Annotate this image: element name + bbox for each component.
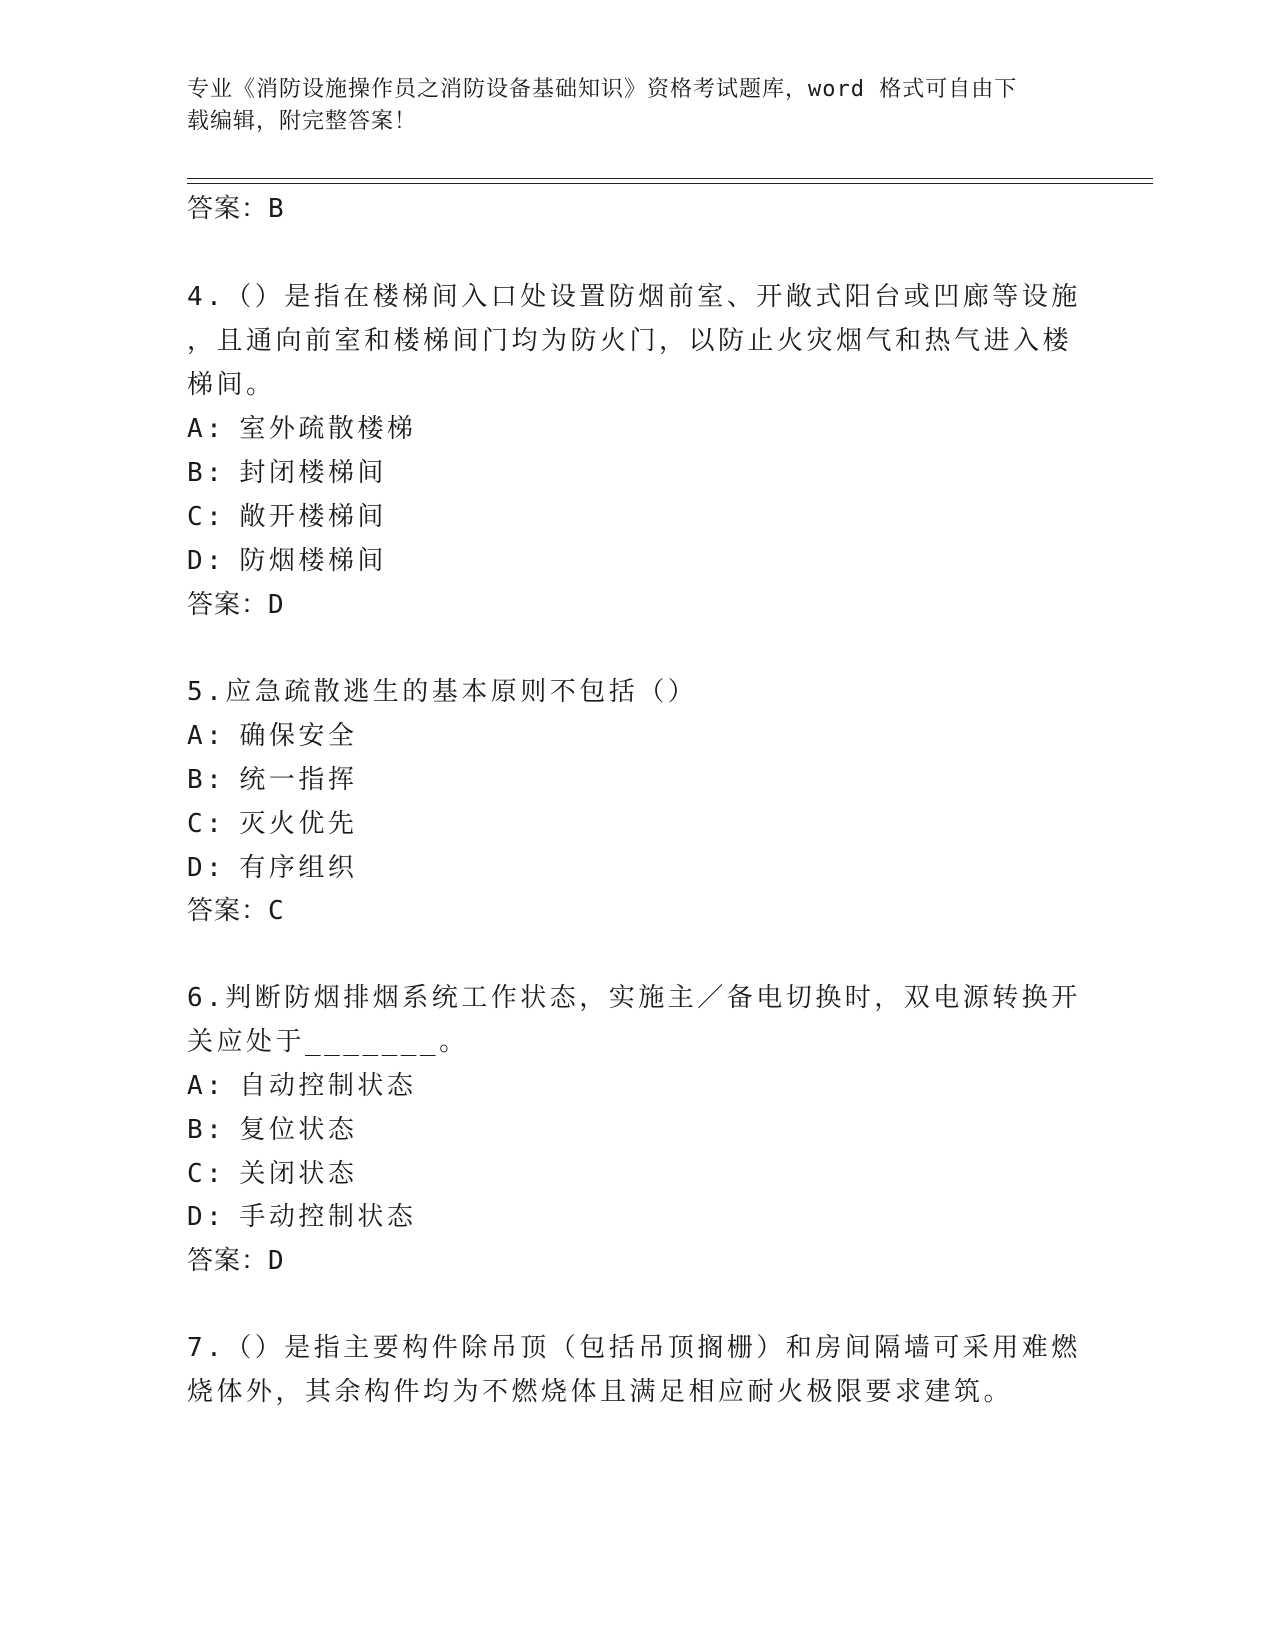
option-text: 防烟楼梯间: [239, 546, 387, 576]
option-text: 确保安全: [239, 721, 358, 751]
option-text: 统一指挥: [239, 765, 358, 795]
question-4-line-2: ，且通向前室和楼梯间门均为防火门，以防止火灾烟气和热气进入楼: [187, 326, 1073, 356]
option-text: 手动控制状态: [239, 1202, 417, 1232]
question-4-option-b: [187, 452, 387, 489]
option-text: 室外疏散楼梯: [239, 414, 417, 444]
option-text: 敞开楼梯间: [239, 502, 387, 532]
question-6-option-c: [187, 1153, 357, 1190]
question-5-option-c: [187, 803, 357, 840]
question-4-option-c: [187, 496, 387, 533]
option-letter: C:: [187, 809, 226, 839]
header-divider-top: [187, 178, 1153, 179]
question-7-line-2: 烧体外，其余构件均为不燃烧体且满足相应耐火极限要求建筑。: [187, 1377, 1014, 1407]
question-4-line-1: 4.（）是指在楼梯间入口处设置防烟前室、开敞式阳台或凹廊等设施: [187, 282, 1081, 312]
question-4-option-a: [187, 408, 416, 445]
question-5-line-1: 5.应急疏散逃生的基本原则不包括（）: [187, 677, 698, 707]
answer-q6: 答案：D: [187, 1246, 285, 1276]
answer-q4: 答案：D: [187, 590, 285, 620]
option-letter: A:: [187, 414, 226, 444]
option-letter: B:: [187, 1115, 226, 1145]
question-4-line-3: 梯间。: [187, 370, 276, 400]
option-text: 有序组织: [239, 853, 358, 883]
question-6-option-b: [187, 1109, 357, 1146]
option-letter: D:: [187, 546, 226, 576]
option-text: 封闭楼梯间: [239, 458, 387, 488]
question-6-line-2: 关应处于_______。: [187, 1027, 469, 1057]
question-5-option-a: [187, 715, 357, 752]
option-letter: D:: [187, 853, 226, 883]
answer-q5: 答案：C: [187, 896, 285, 926]
option-letter: A:: [187, 1071, 226, 1101]
option-letter: C:: [187, 502, 226, 532]
question-6-option-a: [187, 1065, 416, 1102]
question-5-option-d: [187, 847, 357, 884]
question-4-option-d: [187, 540, 387, 577]
option-letter: C:: [187, 1159, 226, 1189]
option-letter: D:: [187, 1202, 226, 1232]
option-text: 自动控制状态: [239, 1071, 417, 1101]
document-header: [187, 74, 1067, 138]
option-letter: A:: [187, 721, 226, 751]
header-line-2: 载编辑，附完整答案！: [187, 109, 418, 134]
question-6-line-1: 6.判断防烟排烟系统工作状态，实施主／备电切换时，双电源转换开: [187, 983, 1081, 1013]
question-7-line-1: 7.（）是指主要构件除吊顶（包括吊顶搁栅）和房间隔墙可采用难燃: [187, 1333, 1081, 1363]
question-6-option-d: [187, 1196, 416, 1233]
option-text: 灭火优先: [239, 809, 358, 839]
header-divider-bottom: [187, 183, 1153, 184]
option-text: 关闭状态: [239, 1159, 358, 1189]
option-text: 复位状态: [239, 1115, 358, 1145]
header-line-1: 专业《消防设施操作员之消防设备基础知识》资格考试题库，word 格式可自由下: [187, 77, 1018, 102]
question-5-option-b: [187, 759, 357, 796]
option-letter: B:: [187, 765, 226, 795]
option-letter: B:: [187, 458, 226, 488]
answer-q3: 答案：B: [187, 194, 285, 224]
